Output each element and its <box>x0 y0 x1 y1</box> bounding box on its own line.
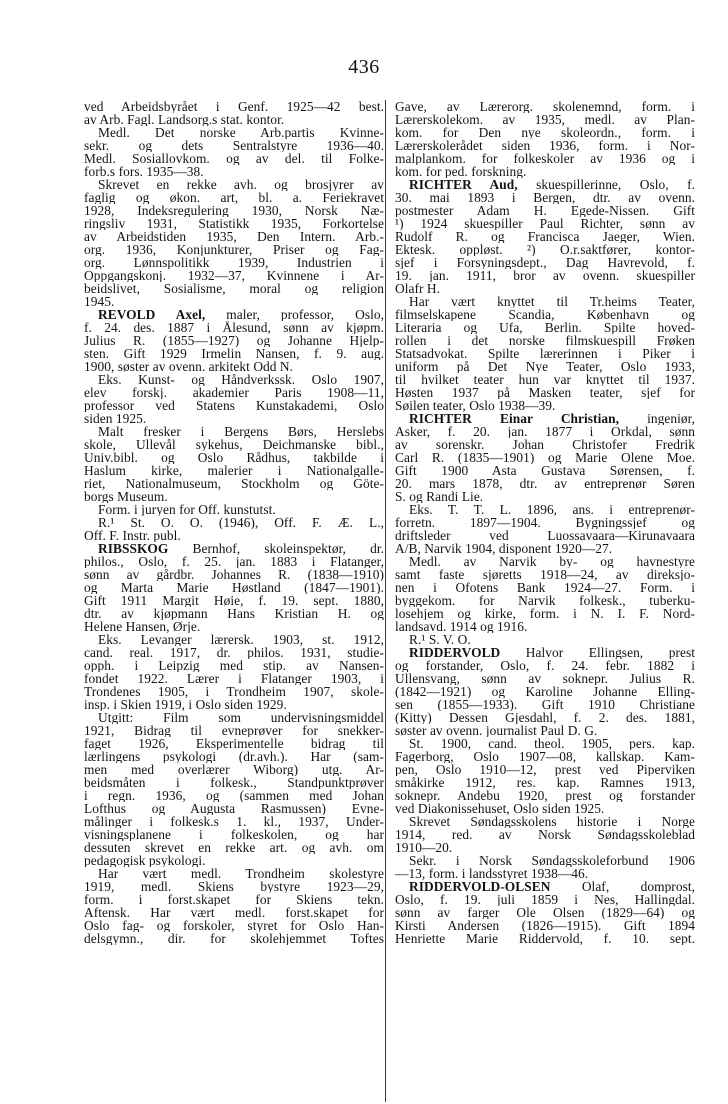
text-line <box>395 672 695 685</box>
line-text: 19. jan. 1911, bror av ovenn. skuespiller <box>395 269 695 282</box>
line-text: faglig og økon. art, bl. a. Feriekravet <box>84 191 384 204</box>
line-text: sønn av gårdbr. Johannes R. (1838—1910) <box>84 568 384 581</box>
line-text: skole, Ullevål sykehus, Deichmanske bibl., <box>84 438 384 451</box>
line-text: lærlingens psykologi (dr.avh.). Har (sam- <box>84 750 384 763</box>
text-line <box>84 308 384 321</box>
line-text: siden 1925. <box>84 412 147 425</box>
text-line <box>84 763 384 776</box>
line-text: ved Diakonissehuset, Oslo siden 1925. <box>395 802 605 815</box>
line-text: sen (1855—1933). Gift 1910 Christiane <box>395 698 695 711</box>
text-line <box>395 178 695 191</box>
text-line <box>84 334 384 347</box>
text-line <box>395 711 695 724</box>
line-text: Henriette Marie Riddervold, f. 10. sept. <box>395 932 695 945</box>
text-line <box>395 581 695 594</box>
text-line <box>84 230 384 243</box>
text-line <box>395 685 695 698</box>
line-text: beidslivet, Sosialisme, moral og religion <box>84 282 384 295</box>
entry-name: RIDDERVOLD <box>409 646 501 659</box>
line-text: Rudolf R. og Francisca Jaeger, Wien. <box>395 230 695 243</box>
text-line <box>395 100 695 113</box>
text-line <box>84 152 384 165</box>
text-line <box>84 217 384 230</box>
line-text: faget 1926, Eksperimentelle bidrag til <box>84 737 384 750</box>
text-line <box>395 867 695 880</box>
text-line <box>84 906 384 919</box>
text-line <box>84 737 384 750</box>
line-text: Fagerborg, Oslo 1907—08, kallskap. Kam- <box>395 750 695 763</box>
line-text: byggekom. for Narvik folkesk., tuberku- <box>395 594 695 607</box>
line-text: Lofthus og Augusta Rasmussen) Evne- <box>84 802 384 815</box>
text-line <box>84 555 384 568</box>
line-text: av sorenskr. Johan Christofer Fredrik <box>395 438 695 451</box>
line-text: uniform på Det Nye Teater, Oslo 1933, <box>395 360 695 373</box>
text-line <box>84 191 384 204</box>
text-line <box>395 750 695 763</box>
line-text: form. i forst.skapet for Skiens tekn. <box>84 893 384 906</box>
line-text: Lærerskolerådet siden 1936, form. i Nor- <box>395 139 695 152</box>
line-text: cand. real. 1917, dr. philos. 1931, studie- <box>84 646 384 659</box>
line-text: pedagogisk psykologi. <box>84 854 206 867</box>
line-text: maler, professor, Oslo, <box>205 308 384 321</box>
text-line <box>84 841 384 854</box>
text-line <box>395 841 695 854</box>
text-line <box>84 438 384 451</box>
line-text: Ullensvang, sønn av soknepr. Julius R. <box>395 672 695 685</box>
line-text: Lærerskolekom. av 1935, medl. av Plan- <box>395 113 695 126</box>
line-text: A/B, Narvik 1904, disponent 1920—27. <box>395 542 613 555</box>
line-text: sten. Gift 1929 Irmelin Nansen, f. 9. aug. <box>84 347 384 360</box>
text-line <box>84 854 384 867</box>
line-text: insp. i Skien 1919, i Oslo siden 1929. <box>84 698 287 711</box>
text-line <box>395 802 695 815</box>
text-line <box>84 919 384 932</box>
text-line <box>395 737 695 750</box>
line-text: pen, Oslo 1910—12, prest ved Piperviken <box>395 763 695 776</box>
text-line <box>84 529 384 542</box>
text-line <box>395 854 695 867</box>
line-text: sønn av farger Ole Olsen (1829—64) og <box>395 906 695 919</box>
text-line <box>395 425 695 438</box>
line-text: professor ved Statens Kunstakademi, Oslo <box>84 399 384 412</box>
text-line <box>395 815 695 828</box>
line-text: av Arbeidstiden 1935, Den Intern. Arb.- <box>84 230 384 243</box>
text-line <box>395 269 695 282</box>
line-text: til hvilket teater hun var knyttet til 1937. <box>395 373 695 386</box>
text-line <box>395 373 695 386</box>
line-text: f. 24. des. 1887 i Ålesund, sønn av kjøpm. <box>84 321 384 334</box>
text-line <box>395 217 695 230</box>
line-text: kom. for ped. forskning. <box>395 165 527 178</box>
text-line <box>395 412 695 425</box>
text-line <box>84 126 384 139</box>
line-text: philos., Oslo, f. 25. jan. 1883 i Flatanger, <box>84 555 384 568</box>
text-line <box>395 464 695 477</box>
line-text: Julius R. (1855—1927) og Johanne Hjelp- <box>84 334 384 347</box>
text-line <box>395 139 695 152</box>
text-line <box>84 347 384 360</box>
line-text: —13, form. i landsstyret 1938—46. <box>395 867 589 880</box>
line-text: Eks. Kunst- og Håndverkssk. Oslo 1907, <box>98 373 384 386</box>
line-text: Carl R. (1835—1901) og Marie Olene Moe. <box>395 451 695 464</box>
text-line <box>84 178 384 191</box>
text-line <box>395 113 695 126</box>
line-text: Form. i juryen for Off. kunstutst. <box>98 503 276 516</box>
line-text: Asker, f. 20. jan. 1877 i Orkdal, sønn <box>395 425 695 438</box>
line-text: småkirke 1912, res. kap. Ramnes 1913, <box>395 776 695 789</box>
line-text: Oslo, f. 19. juli 1859 i Nes, Hallingdal. <box>395 893 695 906</box>
line-text: Gift 1900 Asta Gustava Sørensen, f. <box>395 464 695 477</box>
line-text: dtr. av kjøpmann Hans Kristian H. og <box>84 607 384 620</box>
line-text: 20. mars 1878, dtr. av entreprenør Søren <box>395 477 695 490</box>
line-text: ringsliv 1931, Statistikk 1935, Forkortelse <box>84 217 384 230</box>
line-text: men med overlærer Wiborg) utg. Ar- <box>84 763 384 776</box>
line-text: ¹) 1924 skuespiller Paul Richter, sønn av <box>395 217 695 230</box>
text-line <box>84 815 384 828</box>
text-line <box>84 867 384 880</box>
line-text: Gift 1911 Margit Høie, f. 19. sept. 1880, <box>84 594 384 607</box>
text-line <box>84 828 384 841</box>
line-text: (1842—1921) og Karoline Johanne Elling- <box>395 685 695 698</box>
text-line <box>395 789 695 802</box>
line-text: kom. for Den nye skoleordn., form. i <box>395 126 695 139</box>
line-text: ved Arbeidsbyrået i Genf. 1925—42 best. <box>84 100 384 113</box>
text-line <box>84 269 384 282</box>
text-line <box>84 295 384 308</box>
line-text: Sekr. i Norsk Søndagsskoleforbund 1906 <box>409 854 695 867</box>
line-text: opph. i Leipzig med stip. av Nansen- <box>84 659 384 672</box>
entry-name: REVOLD Axel, <box>98 308 206 321</box>
text-line <box>395 906 695 919</box>
line-text: driftsleder ved Luossavaara—Kirunavaara <box>395 529 695 542</box>
line-text: Eks. T. T. L. 1896, ans. i entreprenør- <box>409 503 695 516</box>
line-text: org. Lønnspolitikk 1939, Industrien i <box>84 256 384 269</box>
text-line <box>84 399 384 412</box>
text-line <box>395 893 695 906</box>
entry-name: RIDDERVOLD-OLSEN <box>409 880 551 893</box>
text-line <box>395 698 695 711</box>
text-line <box>84 204 384 217</box>
text-line <box>395 542 695 555</box>
text-line <box>84 360 384 373</box>
text-line <box>84 464 384 477</box>
line-text: Skrevet Søndagsskolens historie i Norge <box>409 815 695 828</box>
line-text: St. 1900, cand. theol. 1905, pers. kap. <box>409 737 695 750</box>
line-text: og Marta Marie Høstland (1847—1901). <box>84 581 384 594</box>
text-line <box>395 932 695 945</box>
text-line <box>84 412 384 425</box>
line-text: postmester Adam H. Egede-Nissen. Gift <box>395 204 695 217</box>
line-text: R.¹ S. V. O. <box>409 633 471 646</box>
text-line <box>84 672 384 685</box>
text-line <box>395 568 695 581</box>
text-line <box>395 347 695 360</box>
text-line <box>395 880 695 893</box>
line-text: Literaria og Ufa, Berlin. Spilte hoved- <box>395 321 695 334</box>
text-line <box>395 516 695 529</box>
text-line <box>84 893 384 906</box>
line-text: Har vært medl. Trondheim skolestyre <box>98 867 384 880</box>
entry-name: RICHTER Aud, <box>409 178 518 191</box>
text-line <box>395 646 695 659</box>
line-text: Helene Hansen, Ørje. <box>84 620 201 633</box>
line-text: og forstander, Oslo, f. 24. febr. 1882 i <box>395 659 695 672</box>
text-line <box>395 360 695 373</box>
text-line <box>84 165 384 178</box>
line-text: 1914, red. av Norsk Søndagsskoleblad <box>395 828 695 841</box>
line-text: Aftensk. Har vært medl. forst.skapet for <box>84 906 384 919</box>
line-text: S. og Randi Lie. <box>395 490 484 503</box>
line-text: Har vært knyttet til Tr.heims Teater, <box>409 295 695 308</box>
line-text: sjef i Forsyningsdept., Dag Havrevold, f. <box>395 256 695 269</box>
text-line <box>395 555 695 568</box>
text-line <box>84 243 384 256</box>
line-text: sekr. og dets Sentralstyre 1936—40. <box>84 139 384 152</box>
line-text: Høsten 1937 på Masken teater, sjef for <box>395 386 695 399</box>
line-text: rollen i det norske filmskuespill Frøken <box>395 334 695 347</box>
text-line <box>84 594 384 607</box>
text-line <box>84 542 384 555</box>
text-line <box>84 607 384 620</box>
text-line <box>395 724 695 737</box>
line-text: beidsmåten i folkesk., Standpunktprøver <box>84 776 384 789</box>
line-text: (Kitty) Dessen Gjesdahl, f. 2. des. 1881, <box>395 711 695 724</box>
line-text: Eks. Levanger lærersk. 1903, st. 1912, <box>98 633 384 646</box>
text-line <box>84 477 384 490</box>
line-text: 1910—20. <box>395 841 453 854</box>
line-text: Gave, av Lærerorg. skolenemnd, form. i <box>395 100 695 113</box>
text-line <box>84 620 384 633</box>
text-line <box>84 685 384 698</box>
line-text: Medl. av Narvik by- og havnestyre <box>409 555 695 568</box>
text-line <box>395 165 695 178</box>
text-line <box>395 321 695 334</box>
text-line <box>84 724 384 737</box>
text-line <box>84 451 384 464</box>
text-line <box>395 399 695 412</box>
text-line <box>395 126 695 139</box>
text-line <box>395 451 695 464</box>
line-text: Kirsti Andersen (1826—1915). Gift 1894 <box>395 919 695 932</box>
text-line <box>395 204 695 217</box>
line-text: søster av ovenn. journalist Paul D. G. <box>395 724 598 737</box>
line-text: 1919, medl. Skiens bystyre 1923—29, <box>84 880 384 893</box>
text-line <box>395 919 695 932</box>
line-text: landsavd. 1914 og 1916. <box>395 620 528 633</box>
text-line <box>84 659 384 672</box>
line-text: Bernhof, skoleinspektør, dr. <box>168 542 384 555</box>
text-line <box>84 789 384 802</box>
text-line <box>84 282 384 295</box>
text-line <box>395 295 695 308</box>
text-line <box>395 776 695 789</box>
text-line <box>395 308 695 321</box>
line-text: Søilen teater, Oslo 1938—39. <box>395 399 556 412</box>
line-text: Statsadvokat. Spilte lærerinnen i Piker i <box>395 347 695 360</box>
line-text: Off. F. Instr. publ. <box>84 529 181 542</box>
text-line <box>84 373 384 386</box>
line-text: borgs Museum. <box>84 490 168 503</box>
text-line <box>395 594 695 607</box>
text-line <box>84 880 384 893</box>
line-text: fondet 1922. Lærer i Flatanger 1903, i <box>84 672 384 685</box>
text-line <box>395 659 695 672</box>
line-text: Utgitt: Film som undervisningsmiddel <box>98 711 384 724</box>
text-line <box>84 633 384 646</box>
entry-name: RICHTER Einar Christian, <box>409 412 619 425</box>
text-line <box>84 256 384 269</box>
text-line <box>84 113 384 126</box>
line-text: visningsplanene i folkeskolen, og har <box>84 828 384 841</box>
text-line <box>395 828 695 841</box>
line-text: skuespillerinne, Oslo, f. <box>517 178 695 191</box>
text-line <box>395 191 695 204</box>
line-text: R.¹ St. O. O. (1946), Off. F. Æ. L., <box>98 516 384 529</box>
text-line <box>395 282 695 295</box>
text-line <box>84 386 384 399</box>
line-text: ingeniør, <box>618 412 695 425</box>
text-line <box>395 230 695 243</box>
line-text: nen i Ofotens Bank 1924—27. Form. i <box>395 581 695 594</box>
text-line <box>84 932 384 945</box>
line-text: målinger i folkesk.s 1. kl., 1937, Under- <box>84 815 384 828</box>
line-text: samt faste sjøretts 1918—24, av direksjo- <box>395 568 695 581</box>
line-text: Oppgangskonj. 1932—37, Kvinnene i Ar- <box>84 269 384 282</box>
text-line <box>395 763 695 776</box>
line-text: 30. mai 1893 i Bergen, dtr. av ovenn. <box>395 191 695 204</box>
text-line <box>395 490 695 503</box>
line-text: riet, Nationalmuseum, Stockholm og Göte- <box>84 477 384 490</box>
line-text: Univ.bibl. og Oslo Rådhus, takbilde i <box>84 451 384 464</box>
line-text: Ektesk. oppløst. ²) O.r.saktfører, kontor- <box>395 243 695 256</box>
text-line <box>395 256 695 269</box>
line-text: filmselskapene Scandia, København og <box>395 308 695 321</box>
line-text: delsgymn., dir. for skolehjemmet Toftes <box>84 932 384 945</box>
line-text: av Arb. Fagl. Landsorg.s stat. kontor. <box>84 113 285 126</box>
text-line <box>395 438 695 451</box>
text-line <box>84 490 384 503</box>
text-line <box>84 100 384 113</box>
text-line <box>395 633 695 646</box>
line-text: 1900, søster av ovenn. arkitekt Odd N. <box>84 360 294 373</box>
left-column <box>84 100 384 945</box>
text-line <box>84 750 384 763</box>
text-line <box>84 503 384 516</box>
line-text: Haslum kirke, malerier i Nationalgalle- <box>84 464 384 477</box>
line-text: Trondenes 1905, i Trondheim 1907, skole- <box>84 685 384 698</box>
line-text: Halvor Ellingsen, prest <box>500 646 695 659</box>
line-text: soknepr. Andebu 1920, prest og forstander <box>395 789 695 802</box>
text-line <box>84 516 384 529</box>
right-column <box>395 100 695 945</box>
line-text: Malt fresker i Bergens Børs, Herslebs <box>98 425 384 438</box>
line-text: Olaf, domprost, <box>550 880 695 893</box>
text-line <box>84 425 384 438</box>
line-text: forretn. 1897—1904. Bygningssjef og <box>395 516 695 529</box>
line-text: 1945. <box>84 295 115 308</box>
text-line <box>395 607 695 620</box>
text-line <box>84 139 384 152</box>
text-line <box>395 386 695 399</box>
line-text: Olafr H. <box>395 282 441 295</box>
line-text: 1928, Indeksregulering 1930, Norsk Næ- <box>84 204 384 217</box>
line-text: dessuten skrevet en rekke art. og avh. om <box>84 841 384 854</box>
line-text: elev forskj. akademier Paris 1908—11, <box>84 386 384 399</box>
line-text: Medl. Det norske Arb.partis Kvinne- <box>98 126 384 139</box>
line-text: Medl. Sosiallovkom. og av del. til Folke- <box>84 152 384 165</box>
line-text: 1921, Bidrag til evneprøver for snekker- <box>84 724 384 737</box>
line-text: Oslo fag- og forskoler, styret for Oslo Han- <box>84 919 384 932</box>
text-line <box>84 321 384 334</box>
text-line <box>395 529 695 542</box>
text-line <box>84 581 384 594</box>
page-number: 436 <box>348 56 380 78</box>
line-text: malplankom. for folkeskoler av 1936 og i <box>395 152 695 165</box>
text-line <box>395 503 695 516</box>
column-divider <box>385 100 386 1102</box>
text-line <box>84 568 384 581</box>
text-line <box>395 477 695 490</box>
line-text: Skrevet en rekke avh. og brosjyrer av <box>98 178 384 191</box>
entry-name: RIBSSKOG <box>98 542 169 555</box>
text-line <box>395 243 695 256</box>
line-text: forb.s fors. 1935—38. <box>84 165 204 178</box>
text-line <box>84 802 384 815</box>
line-text: i regn. 1936, og (sammen med Johan <box>84 789 384 802</box>
line-text: org. 1936, Konjunkturer, Priser og Fag- <box>84 243 384 256</box>
text-line <box>395 620 695 633</box>
text-line <box>395 152 695 165</box>
text-line <box>84 646 384 659</box>
text-line <box>395 334 695 347</box>
text-line <box>84 698 384 711</box>
text-line <box>84 711 384 724</box>
text-line <box>84 776 384 789</box>
line-text: losehjem og kirke, form. i N. I. F. Nord- <box>395 607 695 620</box>
